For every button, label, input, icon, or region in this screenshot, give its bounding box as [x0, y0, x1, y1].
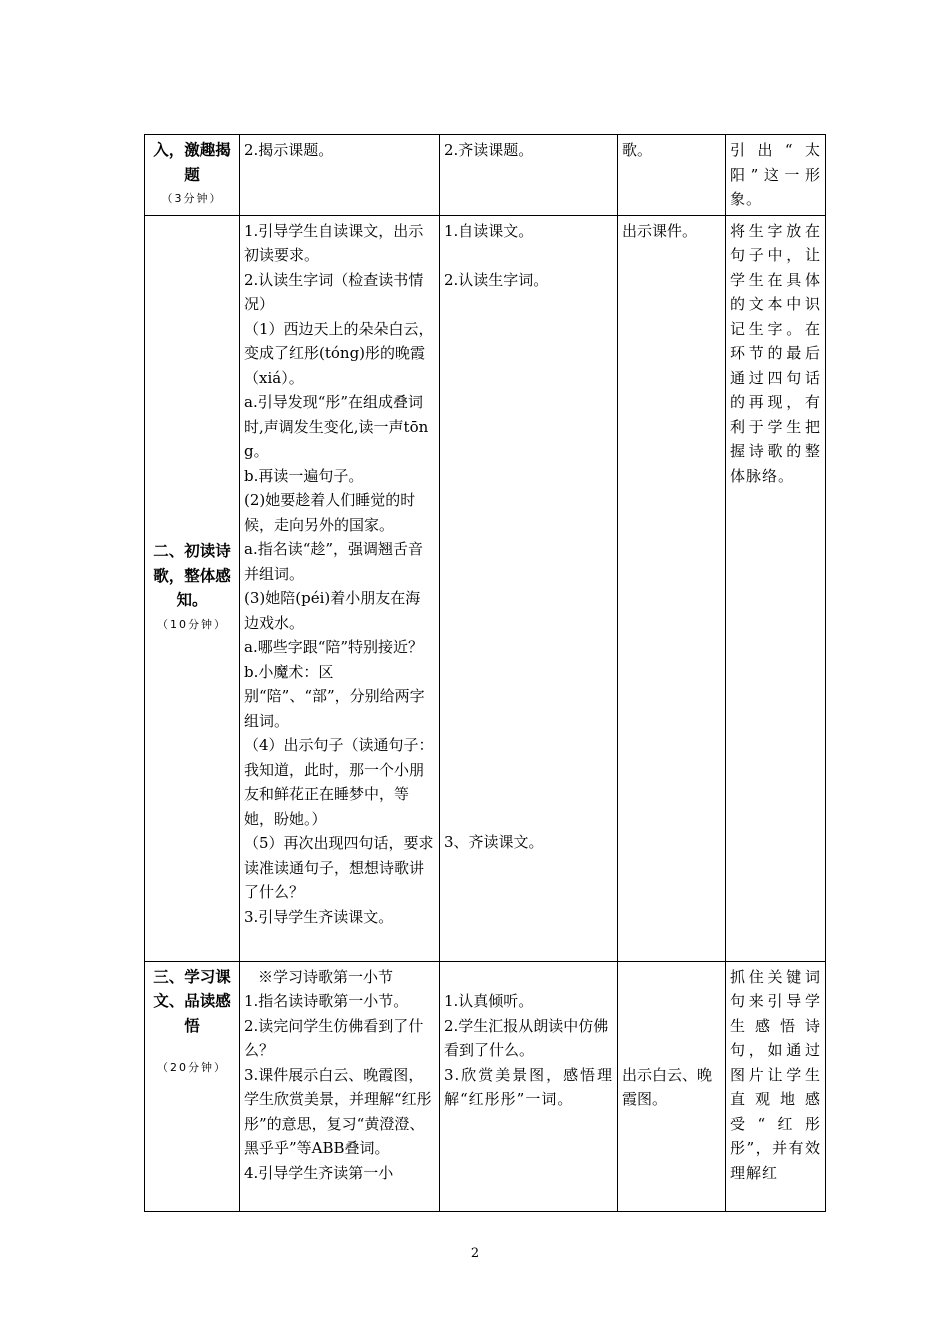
student-activity-line: 2.学生汇报从朗读中仿佛看到了什么。 — [444, 1016, 609, 1059]
teacher-activity-line: 3.引导学生齐读课文。 — [244, 907, 394, 926]
teacher-activity-line: （1）西边天上的朵朵白云，变成了红彤(tóng)彤的晚霞（xiá）。 — [244, 319, 434, 387]
teacher-activity-line: 1.指名读诗歌第一小节。 — [244, 992, 409, 1010]
teacher-activity-line: ※学习诗歌第一小节 — [258, 967, 394, 986]
stage-cell — [145, 215, 240, 961]
student-activity-line: 1.认真倾听。 — [444, 992, 534, 1010]
teacher-activity-line: (3)她陪(péi)着小朋友在海边戏水。 — [244, 589, 421, 632]
media-line: 歌。 — [622, 141, 653, 159]
stage-title: 三、学习课文、品读感悟 — [153, 967, 231, 1035]
teacher-activity-line: 3.课件展示白云、晚霞图，学生欣赏美景，并理解“红彤彤”的意思，复习“黄澄澄、黑乎乎”等ABB叠词。 — [244, 1065, 432, 1157]
student-activity-cell — [440, 215, 618, 961]
teacher-activity-line: a.指名读“趁”，强调翘舌音并组词。 — [244, 540, 424, 583]
media-cell — [618, 135, 726, 216]
teacher-activity-line: 2.揭示课题。 — [244, 141, 334, 159]
stage-time: （20分钟） — [157, 1061, 227, 1074]
teacher-activity-line: a.引导发现“彤”在组成叠词时,声调发生变化,读一声tōng。 — [244, 393, 429, 460]
design-intent-cell — [726, 215, 826, 961]
media-line: 出示课件。 — [622, 221, 698, 240]
teacher-activity-line: （4）出示句子（读通句子：我知道，此时，那一个小朋友和鲜花正在睡梦中，等她，盼她。） — [244, 736, 434, 828]
stage-title: 二、初读诗歌，整体感知。 — [153, 542, 231, 609]
design-intent-cell — [726, 135, 826, 216]
teacher-activity-line: 1.引导学生自读课文，出示初读要求。 — [244, 221, 424, 264]
media-cell — [618, 215, 726, 961]
table-row — [145, 135, 826, 216]
teacher-activity-cell — [240, 135, 440, 216]
teacher-activity-cell — [240, 215, 440, 961]
stage-title: 入，激趣揭题 — [153, 141, 231, 184]
media-line: 出示白云、晚霞图。 — [622, 1065, 713, 1108]
design-intent-cell — [726, 961, 826, 1211]
teacher-activity-line: （5）再次出现四句话，要求读准读通句子，想想诗歌讲了什么？ — [244, 834, 434, 901]
teacher-activity-cell — [240, 961, 440, 1211]
media-cell — [618, 961, 726, 1211]
teacher-activity-line: b.再读一遍句子。 — [244, 466, 364, 485]
table-row — [145, 961, 826, 1211]
student-activity-cell — [440, 961, 618, 1211]
design-intent-text: 将生字放在句子中，让学生在具体的文本中识记生字。在环节的最后通过四句话的再现，有利于学生把握诗歌的整体脉络。 — [730, 221, 821, 485]
design-intent-text: 抓住关键词句来引导学生感悟诗句，如通过图片让学生直观地感受“红彤彤”，并有效理解红 — [730, 967, 821, 1182]
stage-time: （10分钟） — [157, 617, 227, 631]
student-activity-line: 2.认读生字词。 — [444, 270, 549, 289]
teacher-activity-line: 2.读完问学生仿佛看到了什么？ — [244, 1016, 424, 1059]
table-row — [145, 215, 826, 961]
student-activity-cell — [440, 135, 618, 216]
page-number: 2 — [470, 1246, 480, 1261]
student-activity-line: 1.自读课文。 — [444, 221, 534, 240]
teacher-activity-line: 4.引导学生齐读第一小 — [244, 1163, 394, 1182]
teacher-activity-line: 2.认读生字词（检查读书情况） — [244, 270, 424, 313]
stage-cell — [145, 135, 240, 216]
design-intent-text: 引出“太阳”这一形象。 — [730, 141, 821, 208]
lesson-plan-table — [144, 134, 826, 1212]
stage-cell — [145, 961, 240, 1211]
stage-time: （3分钟） — [161, 192, 223, 205]
student-activity-line: 3.欣赏美景图，感悟理解“红彤彤”一词。 — [444, 1065, 613, 1108]
teacher-activity-line: b.小魔术：区别“陪”、“部”，分别给两字组词。 — [244, 662, 425, 730]
student-activity-line: 2.齐读课题。 — [444, 141, 534, 159]
teacher-activity-line: (2)她要趁着人们睡觉的时候，走向另外的国家。 — [244, 491, 416, 534]
student-activity-line: 3、齐读课文。 — [444, 833, 544, 851]
teacher-activity-line: a.哪些字跟“陪”特别接近？ — [244, 638, 424, 656]
